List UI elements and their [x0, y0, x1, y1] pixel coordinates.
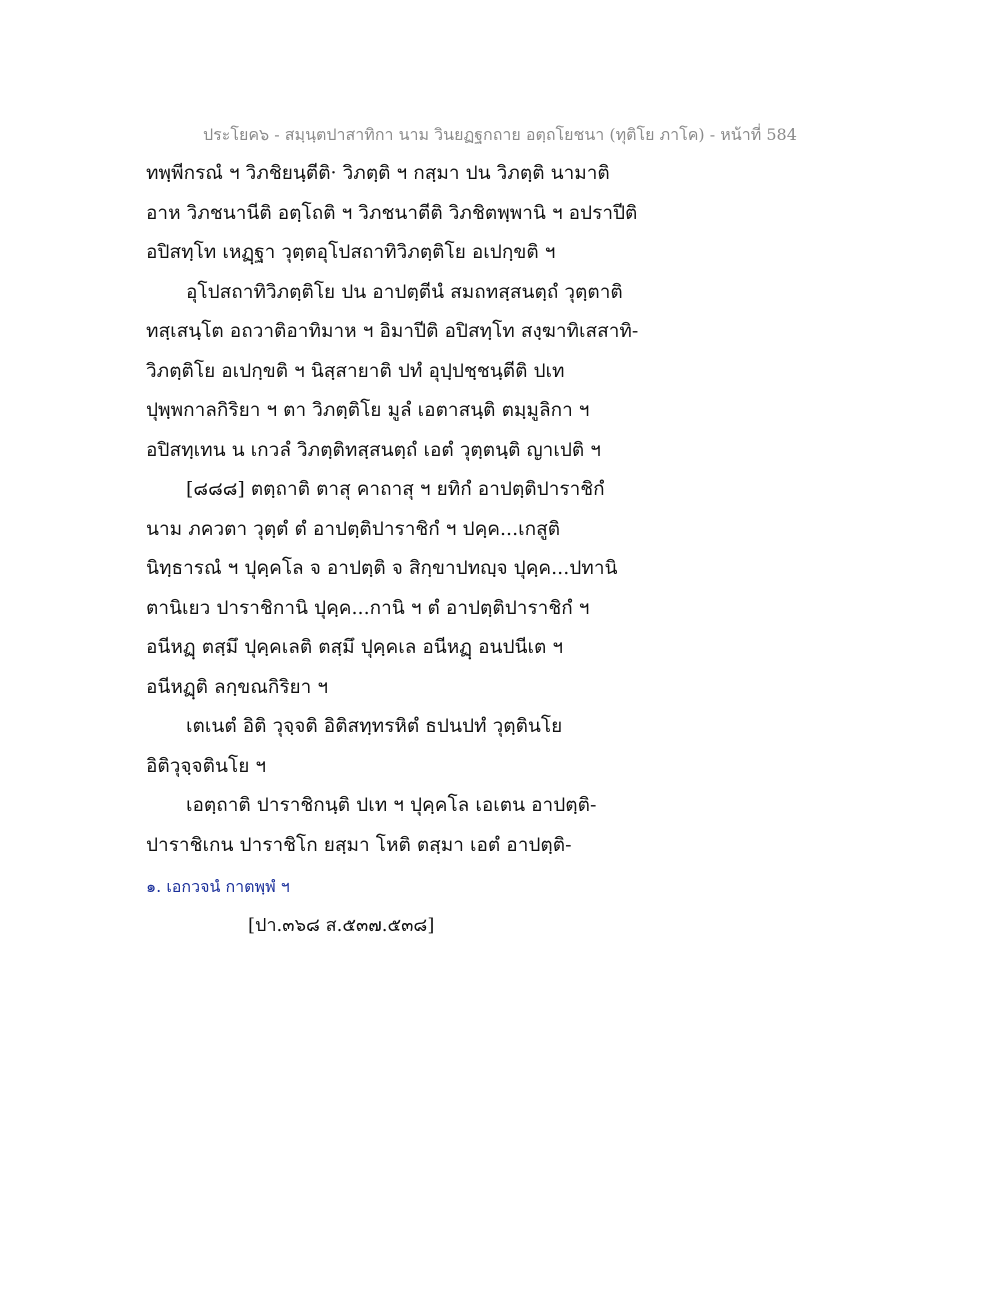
text-line: อาห วิภชนานีติ อตฺโถติ ฯ วิภชนาตีติ วิภชิตพฺพานิ ฯ อปราปีติ — [146, 201, 638, 224]
text-line: วิภตฺติโย อเปกฺขติ ฯ นิสฺสายาติ ปทํ อุปฺปชฺชนฺตีติ ปเท — [146, 359, 565, 382]
paragraph-start-line: เตเนตํ อิติ วุจฺจติ อิติสทฺทรหิตํ ธปนปทํ วุตฺตินโย — [186, 715, 563, 737]
paragraph-start-line: เอตฺถาติ ปาราชิกนฺติ ปเท ฯ ปุคฺคโล เอเตน อาปตฺติ- — [186, 794, 597, 816]
page-reference: [ปา.๓๖๘ ส.๕๓๗.๕๓๘] — [248, 915, 435, 936]
running-header: ประโยค๖ - สมฺนฺตปาสาทิกา นาม วินยฏฐกถาย อตฺถโยชนา (ทุติโย ภาโค) - หน้าที่ 584 — [203, 125, 797, 144]
body-text — [146, 158, 666, 869]
text-line: ปาราชิเกน ปาราชิโก ยสฺมา โหติ ตสฺมา เอตํ อาปตฺติ- — [146, 833, 572, 856]
text-line: ตานิเยว ปาราชิกานิ ปุคฺค...กานิ ฯ ตํ อาปตฺติปาราชิกํ ฯ — [146, 596, 590, 619]
text-line: ปุพฺพกาลกิริยา ฯ ตา วิภตฺติโย มูลํ เอตาสนฺติ ตมฺมูลิกา ฯ — [146, 399, 590, 421]
text-line: อนีหฏฺ ตสฺมึ ปุคฺคเลติ ตสฺมึ ปุคฺคเล อนีหฏฺ อนปนีเต ฯ — [146, 636, 564, 658]
text-line: อนีหฏฺติ ลกฺขณกิริยา ฯ — [146, 675, 329, 698]
text-line: นาม ภควตา วุตฺตํ ตํ อาปตฺติปาราชิกํ ฯ ปคฺค...เกสูติ — [146, 517, 561, 540]
paragraph-start-line: [๘๘๘] ตตฺถาติ ตาสุ คาถาสุ ฯ ยทิกํ อาปตฺติปาราชิกํ — [186, 478, 605, 500]
text-line: อปิสทฺเทน น เกวลํ วิภตฺติทสฺสนตฺถํ เอตํ วุตฺตนฺติ ญาเปติ ฯ — [146, 438, 601, 461]
paragraph-start-line: อุโปสถาทิวิภตฺติโย ปน อาปตฺตีนํ สมถทสฺสนตฺถํ วุตฺตาติ — [186, 280, 623, 303]
text-line: อปิสทฺโท เหฏฺฐา วุตฺตอุโปสถาทิวิภตฺติโย อเปกฺขติ ฯ — [146, 241, 556, 263]
text-line: อิติวุจฺจตินโย ฯ — [146, 754, 267, 777]
text-line: ทสฺเสนฺโต อถวาติอาทิมาห ฯ อิมาปีติ อปิสทฺโท สงฺฆาทิเสสาทิ- — [146, 320, 639, 342]
footnote: ๑. เอกวจนํ กาตพฺพํ ฯ — [146, 877, 290, 896]
text-line: ทพฺพีกรณํ ฯ วิภชิยนฺตีติ· วิภตฺติ ฯ กสฺมา ปน วิภตฺติ นามาติ — [146, 162, 610, 184]
text-line: นิทฺธารณํ ฯ ปุคฺคโล จ อาปตฺติ จ สิกฺขาปทญฺจ ปุคฺค...ปทานิ — [146, 557, 618, 579]
